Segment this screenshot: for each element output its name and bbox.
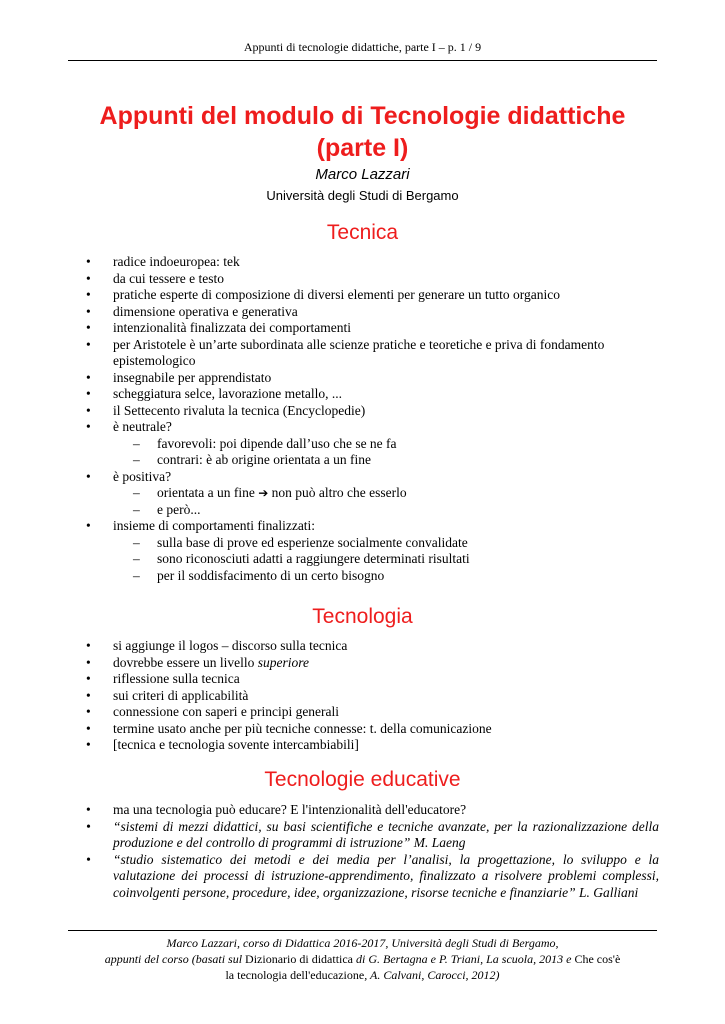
affiliation: Università degli Studi di Bergamo <box>266 188 459 203</box>
list-item: • ma una tecnologia può educare? E l'intenzionalità dell'educatore? <box>86 802 467 817</box>
educative-list <box>86 802 659 901</box>
list-item: • è neutrale? – favorevoli: poi dipende dall’uso che se ne fa – contrari: è ab origine orientata a un fine <box>86 419 659 469</box>
author-name: Marco Lazzari <box>315 166 410 183</box>
bullet: • <box>86 320 91 335</box>
bullet: • <box>86 638 91 653</box>
bullet: • <box>86 369 91 385</box>
sublist-item: – contrari: è ab origine orientata a un fine <box>133 452 372 467</box>
dash: – <box>133 567 140 583</box>
bullet: • <box>86 818 91 834</box>
sublist-item: – favorevoli: poi dipende dall’uso che se ne fa <box>133 435 397 451</box>
bullet: • <box>86 720 91 736</box>
list-item: • il Settecento rivaluta la tecnica (Encyclopedie) <box>86 402 366 418</box>
bullet: • <box>86 270 91 286</box>
bullet: • <box>86 704 91 719</box>
list-item: • insieme di comportamenti finalizzati: – sulla base di prove ed esperienze socialmente convalidate – sono riconosciuti adatti a raggiungere determinati risultati – per il soddisfacimento di un certo bisogno <box>86 518 659 584</box>
dash: – <box>133 534 140 550</box>
bullet: • <box>86 254 91 269</box>
section-heading-tecnologie-educative: Tecnologie educative <box>264 768 461 791</box>
list-item: • scheggiatura selce, lavorazione metallo, ... <box>86 386 343 401</box>
bullet: • <box>86 419 91 434</box>
list-item: • “studio sistematico dei metodi e dei media per l’analisi, la progettazione, lo sviluppo e la valutazione dei processi di istruzione-apprendimento, finalizzato a risolvere problemi complessi, coinvolgenti persone, procedure, idee, organizzazione, risorse tecniche e finanziarie” L. Galliani <box>86 851 659 900</box>
bullet: • <box>86 671 91 686</box>
list-item: • intenzionalità finalizzata dei comportamenti <box>86 320 352 335</box>
sublist-item: – sulla base di prove ed esperienze socialmente convalidate <box>133 534 468 550</box>
list-item: • si aggiunge il logos – discorso sulla tecnica <box>86 638 348 653</box>
list-item: • radice indoeuropea: tek <box>86 254 240 269</box>
tecnica-list <box>86 254 659 584</box>
list-item: • per Aristotele è un’arte subordinata alle scienze pratiche e teoretiche e priva di fondamento epistemologico <box>86 336 605 368</box>
bullet: • <box>86 654 91 670</box>
tecnologia-list <box>86 638 659 754</box>
title-line-2: (parte I) <box>316 134 409 162</box>
bullet: • <box>86 518 91 533</box>
list-item: • riflessione sulla tecnica <box>86 671 240 686</box>
title-line-1: Appunti del modulo di Tecnologie didattiche <box>99 102 626 130</box>
bullet: • <box>86 851 91 867</box>
list-item: • da cui tessere e testo <box>86 270 224 286</box>
list-item: • connessione con saperi e principi generali <box>86 704 340 719</box>
list-item: • “sistemi di mezzi didattici, su basi scientifiche e tecniche avanzate, per la razionalizzazione della produzione e del controllo di programmi di istruzione” M. Laeng <box>86 818 659 850</box>
list-item: • dimensione operativa e generativa <box>86 303 298 319</box>
document-title <box>60 100 665 164</box>
running-head: Appunti di tecnologie didattiche, parte I – p. 1 / 9 <box>68 40 657 61</box>
bullet: • <box>86 303 91 319</box>
dash: – <box>133 435 140 451</box>
list-item: • [tecnica e tecnologia sovente intercambiabili] <box>86 737 359 752</box>
neutrale-sublist <box>113 436 659 469</box>
bullet: • <box>86 468 91 484</box>
page-footer: Marco Lazzari, corso di Didattica 2016-2017, Università degli Studi di Bergamo, appunti del corso (basati sul Dizionario di didattica di G. Bertagna e P. Triani, La scuola, 2013 e Che cos'è la tecnologia dell'educazione, A. Calvani, Carocci, 2012) <box>68 930 657 983</box>
list-item: • dovrebbe essere un livello superiore <box>86 654 309 670</box>
list-item: • insegnabile per apprendistato <box>86 369 272 385</box>
section-heading-tecnologia: Tecnologia <box>312 605 413 628</box>
list-item: • pratiche esperte di composizione di diversi elementi per generare un tutto organico <box>86 287 560 302</box>
list-item: • termine usato anche per più tecniche connesse: t. della comunicazione <box>86 720 492 736</box>
dash: – <box>133 501 140 517</box>
sublist-item: – sono riconosciuti adatti a raggiungere determinati risultati <box>133 551 470 566</box>
section-heading-tecnica: Tecnica <box>326 221 399 244</box>
list-item: • sui criteri di applicabilità <box>86 687 249 703</box>
footer-line-1: Marco Lazzari, corso di Didattica 2016-2017, Università degli Studi di Bergamo, <box>166 936 559 950</box>
dash: – <box>133 551 140 566</box>
dash: – <box>133 452 140 467</box>
sublist-item: – per il soddisfacimento di un certo bisogno <box>133 567 385 583</box>
bullet: • <box>86 336 91 352</box>
bullet: • <box>86 737 91 752</box>
list-item: • è positiva? – orientata a un fine ➔ non può altro che esserlo – e però... <box>86 469 659 519</box>
finalizzati-sublist <box>113 535 659 585</box>
right-arrow-icon: ➔ <box>258 486 269 500</box>
bullet: • <box>86 687 91 703</box>
bullet: • <box>86 386 91 401</box>
positiva-sublist <box>113 485 659 518</box>
bullet: • <box>86 402 91 418</box>
sublist-item: – e però... <box>133 501 201 517</box>
bullet: • <box>86 802 91 817</box>
dash: – <box>133 485 140 500</box>
sublist-item: – orientata a un fine ➔ non può altro che esserlo <box>133 485 407 500</box>
bullet: • <box>86 287 91 302</box>
